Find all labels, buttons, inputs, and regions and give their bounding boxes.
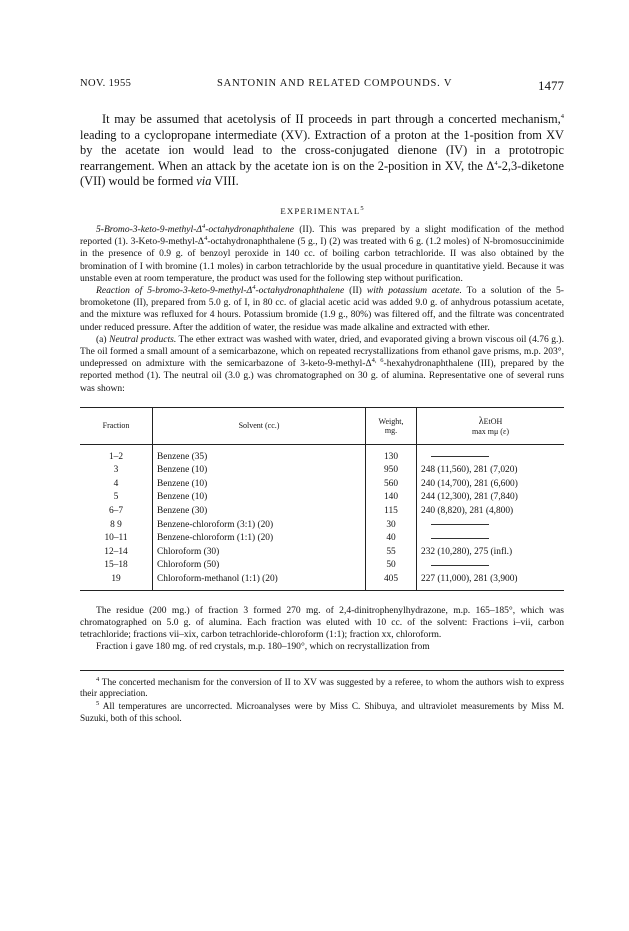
chromatography-table [80, 407, 564, 591]
body-text: (II). This was prepared by a slight modification of the method reported (1). 3-Keto-9-methyl-Δ [80, 223, 564, 248]
weight-label: Weight, [378, 416, 404, 426]
body-text: The ether extract was washed with water, dried, and evaporated giving a brown viscous oil (4.76 g.). The oil formed a small amount of a semicarbazone, which on repeated recrystallizations from ethanol gave prisms, m.p. 203°, undepressed on admixture with the semicarbazone of 3-keto-9-methyl-Δ [80, 333, 564, 370]
lambda-unit: mμ (ε) [487, 426, 509, 436]
header-date: NOV. 1955 [80, 78, 132, 89]
body-text: To a solution of the 5-bromoketone (II), prepared from 5.0 g. of I, in 80 cc. of glacial acetic acid was added 9.0 g. of anhydrous potassium acetate, and the mixture was refluxed for 4 hours. Potassium bromide (1.9 g., 80%) was filtered off, and the filtrate was concentrated under reduced pressure. After the addition of water, the residue was made alkaline and extracted with ether. [80, 284, 564, 333]
col-weight [366, 407, 417, 444]
footnote-4 [80, 675, 564, 702]
cell-uv: 244 (12,300), 281 (7,840) [417, 491, 565, 505]
cell-weight: 40 [366, 531, 417, 545]
cell-uv [417, 531, 565, 545]
cell-weight: 950 [366, 463, 417, 477]
title-text-end: -octahydronaphthalene [205, 223, 294, 235]
cell-fraction: 1–2 [108, 451, 124, 462]
dash-rule [431, 565, 489, 566]
journal-page [80, 78, 564, 727]
table-row [80, 572, 564, 590]
header-title: SANTONIN AND RELATED COMPOUNDS. V [217, 78, 453, 89]
footnote-mark: 4 [96, 675, 100, 683]
body-text: -hexahydronaphthalene (III), prepared by the reported method (1). The neutral oil (3.0 g.) was chromatographed on 30 g. of alumina. Representative one of several runs was shown: [80, 358, 565, 394]
cell-fraction: 19 [111, 573, 121, 584]
cell-weight: 130 [366, 444, 417, 463]
intro-delta-sup: 4 [494, 159, 498, 167]
col-solvent: Solvent (cc.) [153, 407, 366, 444]
paragraph-fraction-i: Fraction i gave 180 mg. of red crystals, m.p. 180–190°, which on recrystallization from [96, 641, 430, 653]
cell-fraction: 12–14 [104, 546, 128, 557]
table-header-row [80, 407, 564, 444]
title-text-end: with potassium acetate. [366, 284, 462, 296]
title-text: Reaction of 5-bromo-3-keto-9-methyl-Δ [96, 284, 253, 296]
paragraph-bromo-ketone [80, 224, 564, 285]
cell-uv [417, 518, 565, 532]
table-row [80, 559, 564, 573]
cell-weight: 560 [366, 477, 417, 491]
body-sup: 4 [204, 235, 208, 242]
cell-solvent: Benzene-chloroform (1:1) (20) [153, 531, 366, 545]
cell-solvent: Chloroform-methanol (1:1) (20) [153, 572, 366, 590]
table-row [80, 463, 564, 477]
dash-rule [431, 524, 489, 525]
table-row [80, 545, 564, 559]
footnote-text: All temperatures are uncorrected. Microanalyses were by Miss C. Shibuya, and ultraviolet measurements by Miss M. Suzuki, both of this school. [80, 702, 564, 724]
footnote-5 [80, 702, 564, 726]
cell-solvent: Chloroform (30) [153, 545, 366, 559]
table-row [80, 531, 564, 545]
cell-fraction: 15–18 [104, 560, 128, 571]
cell-solvent: Benzene (10) [153, 477, 366, 491]
lambda-symbol: λ [478, 415, 484, 427]
table-row [80, 477, 564, 491]
intro-paragraph [80, 112, 564, 190]
running-header [80, 78, 564, 94]
table-row [80, 504, 564, 518]
cell-weight: 50 [366, 559, 417, 573]
dash-rule [431, 538, 489, 539]
cell-uv: 232 (10,280), 275 (infl.) [417, 545, 565, 559]
cell-uv: 248 (11,560), 281 (7,020) [417, 463, 565, 477]
col-fraction: Fraction [102, 421, 130, 431]
cell-fraction: 6–7 [108, 505, 124, 516]
cell-weight: 140 [366, 491, 417, 505]
cell-weight: 115 [366, 504, 417, 518]
dash-rule [431, 456, 489, 457]
intro-text-2: leading to a cyclopropane intermediate (XV). Extraction of a proton at the 1-position from XV by the acetate ion would lead to the cross-conjugated dienone (IV) in a prototropic rearrangement. When an attack by the acetate ion is on the 2-position in XV, the Δ [80, 127, 564, 173]
cell-solvent: Chloroform (50) [153, 559, 366, 573]
section-heading-text: EXPERIMENTAL [280, 205, 361, 216]
lambda-sup: EtOH [483, 416, 503, 426]
table-row [80, 491, 564, 505]
intro-text-1: It may be assumed that acetolysis of II proceeds in part through a concerted mechanism, [102, 112, 561, 126]
cell-solvent: Benzene-chloroform (3:1) (20) [153, 518, 366, 532]
footnote-ref-4: 4 [560, 112, 564, 120]
body-sup: 4, 6 [371, 357, 384, 365]
cell-solvent: Benzene (30) [153, 504, 366, 518]
cell-uv: 240 (14,700), 281 (6,600) [417, 477, 565, 491]
table-body [80, 444, 564, 590]
page-number: 1477 [538, 78, 564, 93]
title-sup: 4 [252, 283, 256, 291]
body-text: -octahydronaphthalene (5 g., I) (2) was treated with 6 g. (1.2 moles) of N-bromosuccinimide in the presence of 0.9 g. of benzoyl peroxide in 140 cc. of boiling carbon tetrachloride. II was also obtained by the bromination of I with bromine (1.1 moles) in carbon tetrachloride by the usual procedure in quantitative yield. Because it was unstable even at room temperature, the product was used for the following step without purification. [80, 236, 564, 284]
intro-text-3: -2,3-diketone (VII) would be formed [80, 158, 564, 189]
cell-fraction: 4 [113, 478, 119, 489]
cell-solvent: Benzene (35) [153, 444, 366, 463]
intro-via: via [196, 174, 212, 189]
footnote-divider [80, 670, 564, 671]
cell-fraction: 5 [113, 492, 119, 503]
cell-fraction: 8 9 [110, 519, 122, 530]
title-text: 5-Bromo-3-keto-9-methyl-Δ [96, 223, 202, 235]
cell-uv: 240 (8,820), 281 (4,800) [417, 504, 565, 518]
cell-fraction: 10–11 [104, 533, 128, 544]
table-row [80, 518, 564, 532]
lambda-sub: max [472, 426, 486, 436]
footnote-text: The concerted mechanism for the conversion of II to XV was suggested by a referee, to whom the authors wish to express their appreciation. [80, 677, 564, 700]
paragraph-label: (a) [96, 333, 110, 345]
cell-solvent: Benzene (10) [153, 491, 366, 505]
title-roman: (II) [344, 284, 367, 296]
footnote-ref-5: 5 [360, 205, 364, 213]
paragraph-title [96, 224, 294, 235]
section-heading [80, 206, 564, 216]
cell-uv: 227 (11,000), 281 (3,900) [417, 572, 565, 590]
cell-weight: 405 [366, 572, 417, 590]
col-uv [417, 407, 565, 444]
cell-fraction: 3 [113, 465, 119, 476]
table-row [80, 444, 564, 463]
paragraph-title: Neutral products. [109, 333, 177, 345]
paragraph-neutral-products [80, 334, 564, 395]
intro-text-4: VIII. [211, 174, 239, 189]
cell-uv [417, 559, 565, 573]
title-text: -octahydronaphthalene [255, 284, 345, 296]
paragraph-residue: The residue (200 mg.) of fraction 3 formed 270 mg. of 2,4-dinitrophenylhydrazone, m.p. 165–185°, which was chromatographed on 5.0 g. of alumina. Each fraction was eluted with 10 cc. of the solvent: Fractions i–vii, carbon tetrachloride; fractions vii–xix, carbon tetrachloride-chloroform (1:1); fraction xx, chloroform. [80, 604, 564, 641]
title-sup: 4 [201, 222, 206, 230]
cell-weight: 55 [366, 545, 417, 559]
paragraph-title [96, 285, 344, 296]
cell-weight: 30 [366, 518, 417, 532]
cell-solvent: Benzene (10) [153, 463, 366, 477]
weight-unit: mg. [384, 425, 398, 435]
cell-uv [417, 444, 565, 463]
footnote-mark: 5 [96, 700, 100, 708]
paragraph-reaction [80, 285, 564, 334]
